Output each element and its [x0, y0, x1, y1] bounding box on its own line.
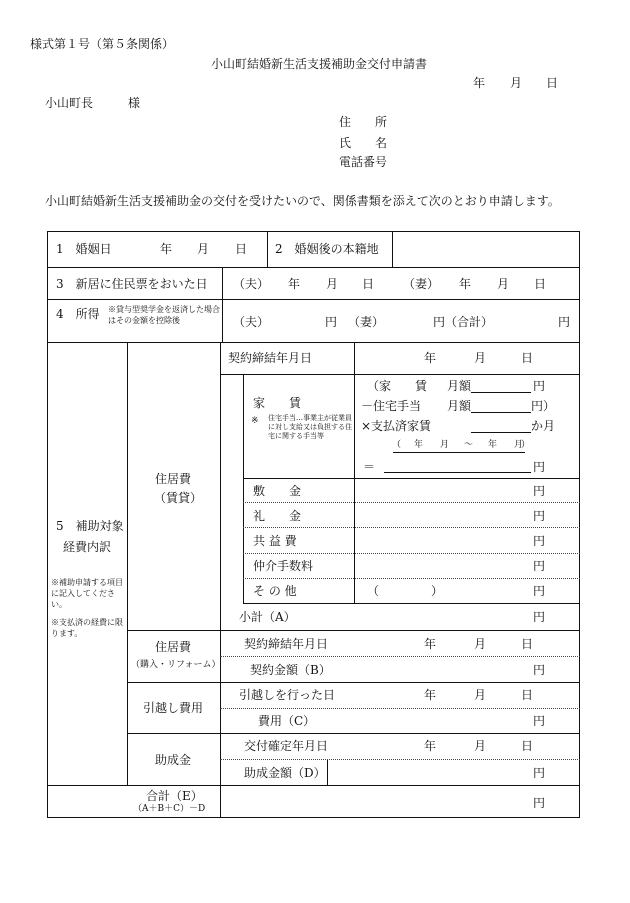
- purchase-contract-day[interactable]: 日: [521, 637, 534, 651]
- residence-husband-year[interactable]: 年: [288, 277, 301, 291]
- purchase-amount-yen[interactable]: 円: [533, 663, 546, 677]
- section5-note-2: ※支払済の経費に限ります。: [51, 618, 123, 638]
- grant-amount-yen[interactable]: 円: [533, 766, 546, 780]
- applicant-name-label: 氏 名: [339, 136, 388, 150]
- period-end-year[interactable]: 年: [488, 440, 498, 450]
- rent-calc-monthly-2: 月額: [447, 399, 472, 413]
- residence-wife-day[interactable]: 日: [534, 277, 547, 291]
- contract-date-label: 契約締結年月日: [228, 351, 313, 365]
- purchase-contract-date-label: 契約締結年月日: [244, 637, 329, 651]
- date-month[interactable]: 月: [510, 76, 523, 90]
- grant-amount-label: 助成金額（D）: [244, 766, 326, 780]
- purchase-amount-label: 契約金額（B）: [250, 663, 331, 677]
- rent-calc-close: 円）: [531, 399, 556, 413]
- brokerage-yen[interactable]: 円: [533, 559, 546, 573]
- moving-cost-yen[interactable]: 円: [533, 714, 546, 728]
- grant-year[interactable]: 年: [424, 739, 437, 753]
- period-tilde: 〜: [464, 440, 474, 450]
- income-husband: （夫）: [233, 315, 270, 329]
- residence-husband-month[interactable]: 月: [326, 277, 339, 291]
- period-start-month[interactable]: 月: [440, 440, 450, 450]
- purchase-group-label-2: （購入・リフォーム）: [131, 660, 221, 670]
- key-money-label: 礼 金: [253, 509, 302, 523]
- moving-year[interactable]: 年: [424, 688, 437, 702]
- rent-amount-input[interactable]: [471, 392, 531, 393]
- moving-date-label: 引越しを行った日: [239, 688, 336, 702]
- marriage-day[interactable]: 日: [235, 242, 248, 256]
- domicile-label: 2 婚姻後の本籍地: [275, 242, 379, 256]
- allowance-amount-input[interactable]: [471, 412, 531, 413]
- rent-calc-months: か月: [531, 419, 556, 433]
- rent-calc-rent: （家 賃: [367, 379, 428, 393]
- paid-months-input[interactable]: [471, 432, 531, 433]
- date-day[interactable]: 日: [546, 76, 559, 90]
- other-paren-close[interactable]: ）: [431, 584, 444, 598]
- rent-group-label-2: （賃貸）: [154, 491, 203, 505]
- rent-calc-allowance: －住宅手当: [361, 399, 422, 413]
- moving-day[interactable]: 日: [521, 688, 534, 702]
- other-label: そ の 他: [253, 584, 297, 598]
- honorific: 様: [128, 96, 141, 110]
- moving-group-label: 引越し費用: [143, 701, 204, 715]
- total-e-yen[interactable]: 円: [533, 796, 546, 810]
- rent-group-label-1: 住居費: [155, 472, 192, 486]
- residence-wife: （妻）: [403, 277, 440, 291]
- section5-note-1: ※補助申請する項目に記入してください。: [51, 578, 123, 609]
- brokerage-label: 仲介手数料: [253, 559, 314, 573]
- income-total-yen[interactable]: 円: [558, 315, 571, 329]
- deposit-label: 敷 金: [253, 484, 302, 498]
- purchase-group-label-1: 住居費: [155, 640, 192, 654]
- period-underline: [393, 452, 525, 453]
- contract-year[interactable]: 年: [424, 351, 437, 365]
- subtotal-a-yen[interactable]: 円: [533, 610, 546, 624]
- addressee: 小山町長: [45, 96, 94, 110]
- rent-note-mark: ※: [251, 416, 259, 426]
- rent-calc-monthly: 月額: [447, 379, 472, 393]
- grant-month[interactable]: 月: [474, 739, 487, 753]
- common-fee-yen[interactable]: 円: [533, 534, 546, 548]
- intro-text: 小山町結婚新生活支援補助金の交付を受けたいので、関係書類を添えて次のとおり申請します。: [45, 194, 560, 208]
- marriage-date-label: 1 婚姻日: [56, 242, 112, 256]
- period-start-year[interactable]: 年: [414, 440, 424, 450]
- grant-day[interactable]: 日: [521, 739, 534, 753]
- form-number: 様式第１号（第５条関係）: [30, 37, 175, 51]
- income-husband-yen[interactable]: 円: [325, 315, 338, 329]
- section5-label-1: 5 補助対象: [56, 519, 124, 533]
- rent-calc-yen: 円: [533, 379, 546, 393]
- rent-note: 住宅手当…事業主が従業員に対し支給又は負担する住宅に関する手当等: [268, 414, 352, 440]
- moving-month[interactable]: 月: [474, 688, 487, 702]
- income-total-label[interactable]: 円（合計）: [433, 315, 494, 329]
- subtotal-a-label: 小計（A）: [239, 610, 296, 624]
- residence-date-label: 3 新居に住民票をおいた日: [56, 277, 208, 291]
- deposit-yen[interactable]: 円: [533, 484, 546, 498]
- key-money-yen[interactable]: 円: [533, 509, 546, 523]
- domicile-input[interactable]: [394, 233, 578, 266]
- residence-wife-year[interactable]: 年: [459, 277, 472, 291]
- period-open: （: [392, 440, 402, 450]
- total-e-formula: （A＋B＋C）－D: [133, 804, 206, 814]
- contract-day[interactable]: 日: [521, 351, 534, 365]
- residence-wife-month[interactable]: 月: [497, 277, 510, 291]
- income-label: 4 所得: [56, 307, 100, 321]
- total-e-label: 合計（E）: [146, 789, 203, 803]
- period-end-month[interactable]: 月: [514, 440, 524, 450]
- applicant-address-label: 住 所: [339, 115, 388, 129]
- contract-month[interactable]: 月: [474, 351, 487, 365]
- income-note: ※貸与型奨学金を返済した場合はその金額を控除後: [108, 305, 220, 325]
- grant-date-label: 交付確定年月日: [244, 739, 329, 753]
- other-paren-open[interactable]: （: [367, 584, 380, 598]
- moving-cost-label: 費用（C）: [258, 714, 316, 728]
- marriage-year[interactable]: 年: [160, 242, 173, 256]
- residence-husband: （夫）: [233, 277, 270, 291]
- purchase-contract-month[interactable]: 月: [474, 637, 487, 651]
- residence-husband-day[interactable]: 日: [362, 277, 375, 291]
- rent-total-input[interactable]: [384, 472, 531, 473]
- form-title: 小山町結婚新生活支援補助金交付申請書: [211, 57, 428, 71]
- rent-total-yen: 円: [533, 460, 546, 474]
- rent-label: 家 賃: [253, 396, 302, 410]
- section5-label-2: 経費内訳: [63, 540, 112, 554]
- date-year[interactable]: 年: [473, 76, 486, 90]
- applicant-phone-label: 電話番号: [339, 155, 388, 169]
- income-wife: （妻）: [348, 315, 385, 329]
- rent-calc-paid: ×支払済家賃: [361, 419, 432, 433]
- grant-group-label: 助成金: [155, 753, 192, 767]
- purchase-contract-year[interactable]: 年: [424, 637, 437, 651]
- other-yen[interactable]: 円: [533, 584, 546, 598]
- rent-calc-eq: ＝: [363, 460, 376, 474]
- common-fee-label: 共 益 費: [253, 534, 297, 548]
- marriage-month[interactable]: 月: [197, 242, 210, 256]
- period-close: ）: [521, 440, 531, 450]
